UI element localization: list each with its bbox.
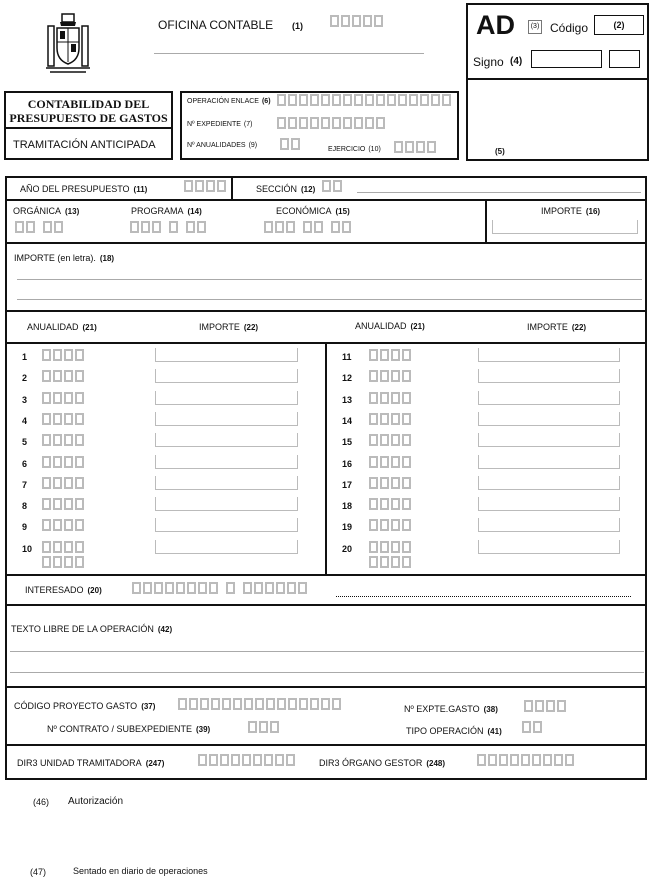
annuity-year-boxes-left[interactable] [42,498,84,510]
importe-letra-line-2[interactable] [17,299,642,300]
signo-field[interactable] [531,50,602,68]
signo-number: (4) [510,56,523,67]
annuity-year-boxes-left[interactable] [42,413,84,425]
anualidades-boxes[interactable] [280,138,300,150]
annuity-row-number-left: 10 [22,544,33,554]
annuity-year-boxes-left[interactable] [42,434,84,446]
annuity-amount-field-right[interactable] [478,455,620,469]
codigo-field[interactable]: (2) [594,15,644,35]
importe-field[interactable] [492,220,638,234]
codigo-label: Código [550,21,589,35]
autorizacion-label: Autorización [68,796,124,807]
anio-boxes[interactable] [184,180,226,192]
signo-extra-field[interactable] [609,50,640,68]
annuity-year-boxes-left[interactable] [42,519,84,531]
anualidades-label: Nº ANUALIDADES (9) [187,142,258,149]
annuity-year-boxes-right[interactable] [369,477,411,489]
annuity-row-number-right: 11 [342,352,352,362]
op-enlace-boxes[interactable] [277,94,451,106]
annuity-amount-field-left[interactable] [155,455,298,469]
importe-label: IMPORTE (16) [541,206,601,216]
annuity-amount-field-right[interactable] [478,391,620,405]
annuity-year-boxes-left[interactable] [42,556,84,568]
office-number: (1) [292,21,303,31]
annuity-amount-field-right[interactable] [478,369,620,383]
annuity-year-boxes-left[interactable] [42,541,84,553]
office-code-boxes[interactable] [330,15,383,27]
sentado-label: Sentado en diario de operaciones [73,866,208,876]
annuity-row-number-right: 19 [342,522,353,532]
annuity-amount-field-left[interactable] [155,497,298,511]
programa-boxes[interactable] [130,221,206,233]
interesado-boxes[interactable] [132,582,307,594]
dir3-organo-boxes[interactable] [477,754,574,766]
annuity-amount-field-left[interactable] [155,391,298,405]
contrato-boxes[interactable] [248,721,279,733]
annuity-amount-field-right[interactable] [478,433,620,447]
signo-label: Signo [473,55,504,69]
annuity-row-number-left: 2 [22,373,28,383]
anualidad-header-left: ANUALIDAD (21) [27,322,97,332]
texto-libre-line-2[interactable] [10,672,644,673]
ejercicio-boxes[interactable] [394,141,436,153]
dir3-unidad-label: DIR3 UNIDAD TRAMITADORA (247) [17,758,165,768]
annuity-row-number-right: 15 [342,437,353,447]
annuity-amount-field-right[interactable] [478,540,620,554]
op-enlace-label: OPERACIÓN ENLACE (6) [187,98,271,105]
annuity-year-boxes-left[interactable] [42,370,84,382]
expte-gasto-boxes[interactable] [524,700,566,712]
annuity-row-number-left: 6 [22,459,28,469]
annuity-row-number-right: 14 [342,416,353,426]
annuity-amount-field-left[interactable] [155,540,298,554]
ejercicio-label: EJERCICIO (10) [328,146,381,153]
annuity-year-boxes-right[interactable] [369,434,411,446]
programa-label: PROGRAMA (14) [131,206,202,216]
annuity-amount-field-right[interactable] [478,476,620,490]
annuity-amount-field-left[interactable] [155,433,298,447]
annuity-row-number-left: 8 [22,501,28,511]
importe-letra-label: IMPORTE (en letra). (18) [14,253,115,263]
annuity-year-boxes-right[interactable] [369,519,411,531]
annuity-year-boxes-right[interactable] [369,349,411,361]
annuity-row-number-right: 17 [342,480,353,490]
annuity-year-boxes-left[interactable] [42,477,84,489]
annuity-amount-field-right[interactable] [478,497,620,511]
annuity-row-number-left: 4 [22,416,28,426]
footer-47-number: (47) [30,867,47,877]
dir3-unidad-boxes[interactable] [198,754,295,766]
annuity-row-number-left: 1 [22,352,28,362]
annuity-year-boxes-left[interactable] [42,349,84,361]
coat-of-arms-logo [44,10,92,74]
annuity-amount-field-left[interactable] [155,476,298,490]
annuity-row-number-right: 16 [342,459,353,469]
organica-label: ORGÁNICA (13) [13,206,80,216]
document-type-code: AD [476,10,515,40]
economica-label: ECONÓMICA (15) [276,206,350,216]
tipo-operacion-label: TIPO OPERACIÓN (41) [406,726,502,736]
annuity-amount-field-left[interactable] [155,412,298,426]
office-label: OFICINA CONTABLE [158,18,274,32]
annuity-row-number-right: 20 [342,544,353,554]
interesado-label: INTERESADO (20) [25,585,102,595]
annuity-year-boxes-right[interactable] [369,456,411,468]
expediente-boxes[interactable] [277,117,385,129]
anualidad-header-right: ANUALIDAD (21) [355,321,425,331]
box3-indicator: (3) [528,20,542,34]
annuity-row-number-right: 13 [342,395,353,405]
texto-libre-line-1[interactable] [10,651,644,652]
annuity-amount-field-left[interactable] [155,348,298,362]
importe-letra-line-1[interactable] [17,279,642,280]
expediente-label: Nº EXPEDIENTE (7) [187,121,253,128]
annuity-year-boxes-left[interactable] [42,456,84,468]
economica-boxes[interactable] [264,221,351,233]
annuity-row-number-left: 5 [22,437,28,447]
title-subtitle: TRAMITACIÓN ANTICIPADA [13,139,156,151]
footer-46-number: (46) [33,797,50,807]
annuity-amount-field-left[interactable] [155,518,298,532]
annuity-row-number-left: 9 [22,522,28,532]
annuity-amount-field-right[interactable] [478,518,620,532]
dir3-organo-label: DIR3 ÓRGANO GESTOR (248) [319,758,446,768]
annuity-year-boxes-right[interactable] [369,370,411,382]
title-line-2: PRESUPUESTO DE GASTOS [9,111,168,125]
annuity-year-boxes-right[interactable] [369,392,411,404]
annuity-amount-field-left[interactable] [155,369,298,383]
annuity-row-number-right: 18 [342,501,353,511]
annuity-year-boxes-right[interactable] [369,413,411,425]
annuity-year-boxes-left[interactable] [42,392,84,404]
annuity-year-boxes-right[interactable] [369,498,411,510]
annuity-row-number-left: 3 [22,395,28,405]
office-underline [154,53,424,54]
tipo-operacion-boxes[interactable] [522,721,542,733]
seccion-label: SECCIÓN (12) [256,184,316,194]
proyecto-boxes[interactable] [178,698,341,710]
expte-gasto-label: Nº EXPTE.GASTO (38) [404,704,498,714]
texto-libre-label: TEXTO LIBRE DE LA OPERACIÓN (42) [11,624,173,634]
interesado-name-line[interactable] [336,596,631,597]
annuity-year-boxes-right[interactable] [369,556,411,568]
annuity-row-number-left: 7 [22,480,28,490]
annuity-year-boxes-right[interactable] [369,541,411,553]
proyecto-label: CÓDIGO PROYECTO GASTO (37) [14,701,156,711]
importe-header-right: IMPORTE (22) [527,322,587,332]
field-5-number: (5) [495,147,505,156]
title-line-1: CONTABILIDAD DEL [27,97,150,111]
annuity-amount-field-right[interactable] [478,348,620,362]
organica-boxes[interactable] [15,221,63,233]
annuity-amount-field-right[interactable] [478,412,620,426]
seccion-boxes[interactable] [322,180,342,192]
anio-label: AÑO DEL PRESUPUESTO (11) [20,184,148,194]
contrato-label: Nº CONTRATO / SUBEXPEDIENTE (39) [47,724,211,734]
annuity-row-number-right: 12 [342,373,353,383]
importe-header-left: IMPORTE (22) [199,322,259,332]
